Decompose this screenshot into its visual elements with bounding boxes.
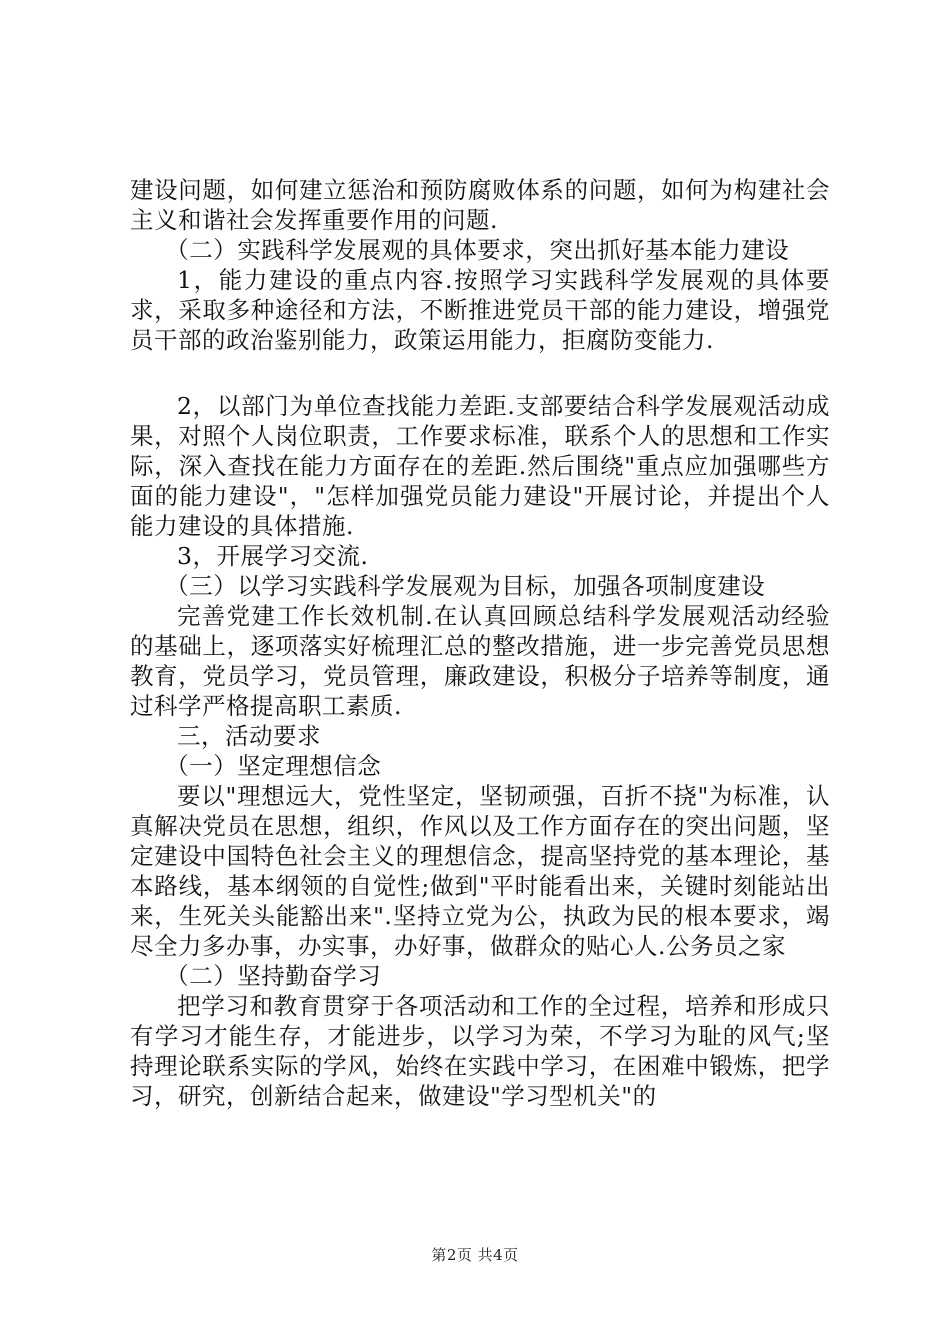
paragraph-ideals: 要以"理想远大，党性坚定，坚韧顽强，百折不挠"为标准，认真解决党员在思想，组织，作风以及工作方面存在的突出问题，坚定建设中国特色社会主义的理想信念，提高坚持党的基本理论，基本路线，基本纲领的自觉性;做到"平时能看出来，关键时刻能站出来，生死关头能豁出来".坚持立党为公，执政为民的根本要求，竭尽全力多办事，办实事，办好事，做群众的贴心人.公务员之家 xyxy=(130,782,830,960)
section-heading-2: （二）实践科学发展观的具体要求，突出抓好基本能力建设 xyxy=(165,236,790,264)
paragraph-item-1: 1，能力建设的重点内容.按照学习实践科学发展观的具体要求，采取多种途径和方法，不断推进党员干部的能力建设，增强党员干部的政治鉴别能力，政策运用能力，拒腐防变能力. xyxy=(130,266,830,354)
document-body xyxy=(130,175,830,1111)
paragraph-gap xyxy=(130,355,830,391)
paragraph-item-3: 3，开展学习交流. xyxy=(177,542,369,570)
subheading-study: （二）坚持勤奋学习 xyxy=(165,962,382,990)
paragraph-continuation: 建设问题，如何建立惩治和预防腐败体系的问题，如何为构建社会主义和谐社会发挥重要作用的问题. xyxy=(130,176,830,234)
paragraph-item-2: 2，以部门为单位查找能力差距.支部要结合科学发展观活动成果，对照个人岗位职责，工作要求标准，联系个人的思想和工作实际，深入查找在能力方面存在的差距.然后围绕"重点应加强哪些方面的能力建设"，"怎样加强党员能力建设"开展讨论，并提出个人能力建设的具体措施. xyxy=(130,392,830,540)
subheading-ideals: （一）坚定理想信念 xyxy=(165,752,382,780)
paragraph-study: 把学习和教育贯穿于各项活动和工作的全过程，培养和形成只有学习才能生存，才能进步，以学习为荣，不学习为耻的风气;坚持理论联系实际的学风，始终在实践中学习，在困难中锻炼，把学习，研究，创新结合起来，做建设"学习型机关"的 xyxy=(130,992,830,1110)
page-number-footer: 第2页 共4页 xyxy=(431,1246,519,1264)
paragraph-mechanism: 完善党建工作长效机制.在认真回顾总结科学发展观活动经验的基础上，逐项落实好梳理汇总的整改措施，进一步完善党员思想教育，党员学习，党员管理，廉政建设，积极分子培养等制度，通过科学严格提高职工素质. xyxy=(130,602,830,720)
section-heading-requirements: 三，活动要求 xyxy=(177,722,321,750)
section-heading-3: （三）以学习实践科学发展观为目标，加强各项制度建设 xyxy=(165,572,766,600)
